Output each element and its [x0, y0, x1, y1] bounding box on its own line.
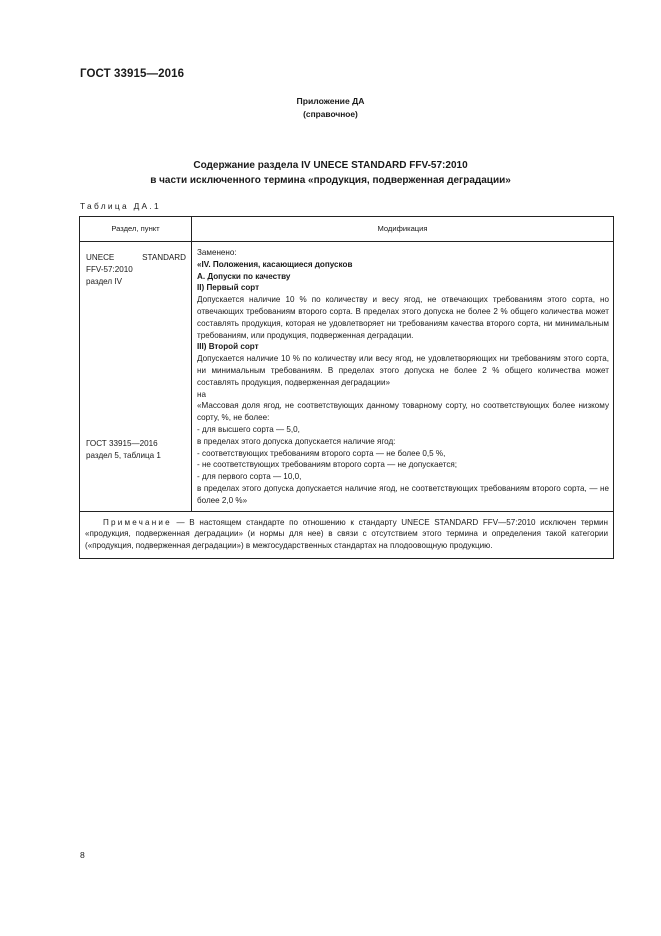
- heading-line-2: в части исключенного термина «продукция, подверженная деградации»: [150, 175, 511, 186]
- replaced-label: Заменено:: [197, 248, 237, 257]
- col-header-section: Раздел, пункт: [80, 217, 192, 242]
- appendix-label: [0, 95, 661, 121]
- section-cell: [80, 242, 192, 512]
- on-label: на: [197, 389, 206, 399]
- col-header-modification: Модификация: [192, 217, 614, 242]
- list-item: - для высшего сорта — 5,0,: [197, 424, 300, 434]
- list-item: - соответствующих требованиям второго сорта — не более 0,5 %,: [197, 448, 446, 458]
- list-item: - не соответствующих требованиям второго сорта — не допускается;: [197, 460, 458, 470]
- list-item: в пределах этого допуска допускается наличие ягод, не соответствующих требованиям второго сорта, — не более 2,0 %»: [197, 483, 609, 505]
- note-cell: [80, 511, 614, 558]
- modification-cell: [192, 242, 614, 512]
- ref-line: раздел IV: [86, 276, 123, 286]
- section-iv-title: «IV. Положения, касающиеся допусков: [197, 259, 353, 269]
- list-item: в пределах этого допуска допускается наличие ягод:: [197, 436, 396, 446]
- section-ref-unece: [86, 252, 186, 287]
- modification-table: [79, 216, 614, 559]
- grade1-title: II) Первый сорт: [197, 283, 260, 293]
- heading-line-1: Содержание раздела IV UNECE STANDARD FFV-57:2010: [193, 160, 468, 171]
- appendix-title: Приложение ДА: [296, 96, 365, 106]
- new-text-intro: «Массовая доля ягод, не соответствующих данному товарному сорту, но соответствующих более низкому сорту, %, не более:: [197, 401, 609, 423]
- note-text: — В настоящем стандарте по отношению к стандарту UNECE STANDARD FFV—57:2010 исключен термин «продукция, подверженная деградации» (и нормы для нее) в связи с отсутствием этого термина и определения такой категории («продукция, подверженная деградации») в межгосударственных стандартах на плодоовощную продукцию.: [85, 517, 608, 551]
- ref-line: UNECE STANDARD: [86, 253, 186, 262]
- list-item: - для первого сорта — 10,0,: [197, 472, 302, 482]
- section-heading: [0, 158, 661, 188]
- table-caption: Таблица ДА.1: [80, 201, 162, 211]
- appendix-subtitle: (справочное): [303, 109, 358, 119]
- ref-line: раздел 5, таблица 1: [86, 451, 161, 461]
- table-header-row: [80, 217, 614, 242]
- note-row: [80, 511, 614, 558]
- note-label: Примечание: [103, 517, 172, 527]
- document-code: ГОСТ 33915—2016: [80, 68, 185, 80]
- subsection-a-title: А. Допуски по качеству: [197, 271, 291, 281]
- section-ref-gost: [86, 438, 186, 462]
- ref-line: ГОСТ 33915—2016: [86, 439, 158, 449]
- table-row: [80, 242, 614, 512]
- grade2-text: Допускается наличие 10 % по количеству или весу ягод, не удовлетворяющих ни требованиям этого сорта, ни минимальным требованиям. В пределах этого допуска не более 2 % общего количества может составлять продукция, подверженная деградации»: [197, 354, 609, 387]
- grade1-text: Допускается наличие 10 % по количеству и весу ягод, не отвечающих требованиям этого сорта, но отвечающих требованиям второго сорта. В пределах этого допуска не более 2 % общего количества может составлять продукция, которая не удовлетворяет ни требованиям качества второго сорта, ни минимальным требованиям, или продукция, подверженная деградации.: [197, 295, 609, 340]
- page-number: 8: [80, 850, 85, 860]
- grade2-title: III) Второй сорт: [197, 342, 259, 352]
- ref-line: FFV-57:2010: [86, 264, 133, 274]
